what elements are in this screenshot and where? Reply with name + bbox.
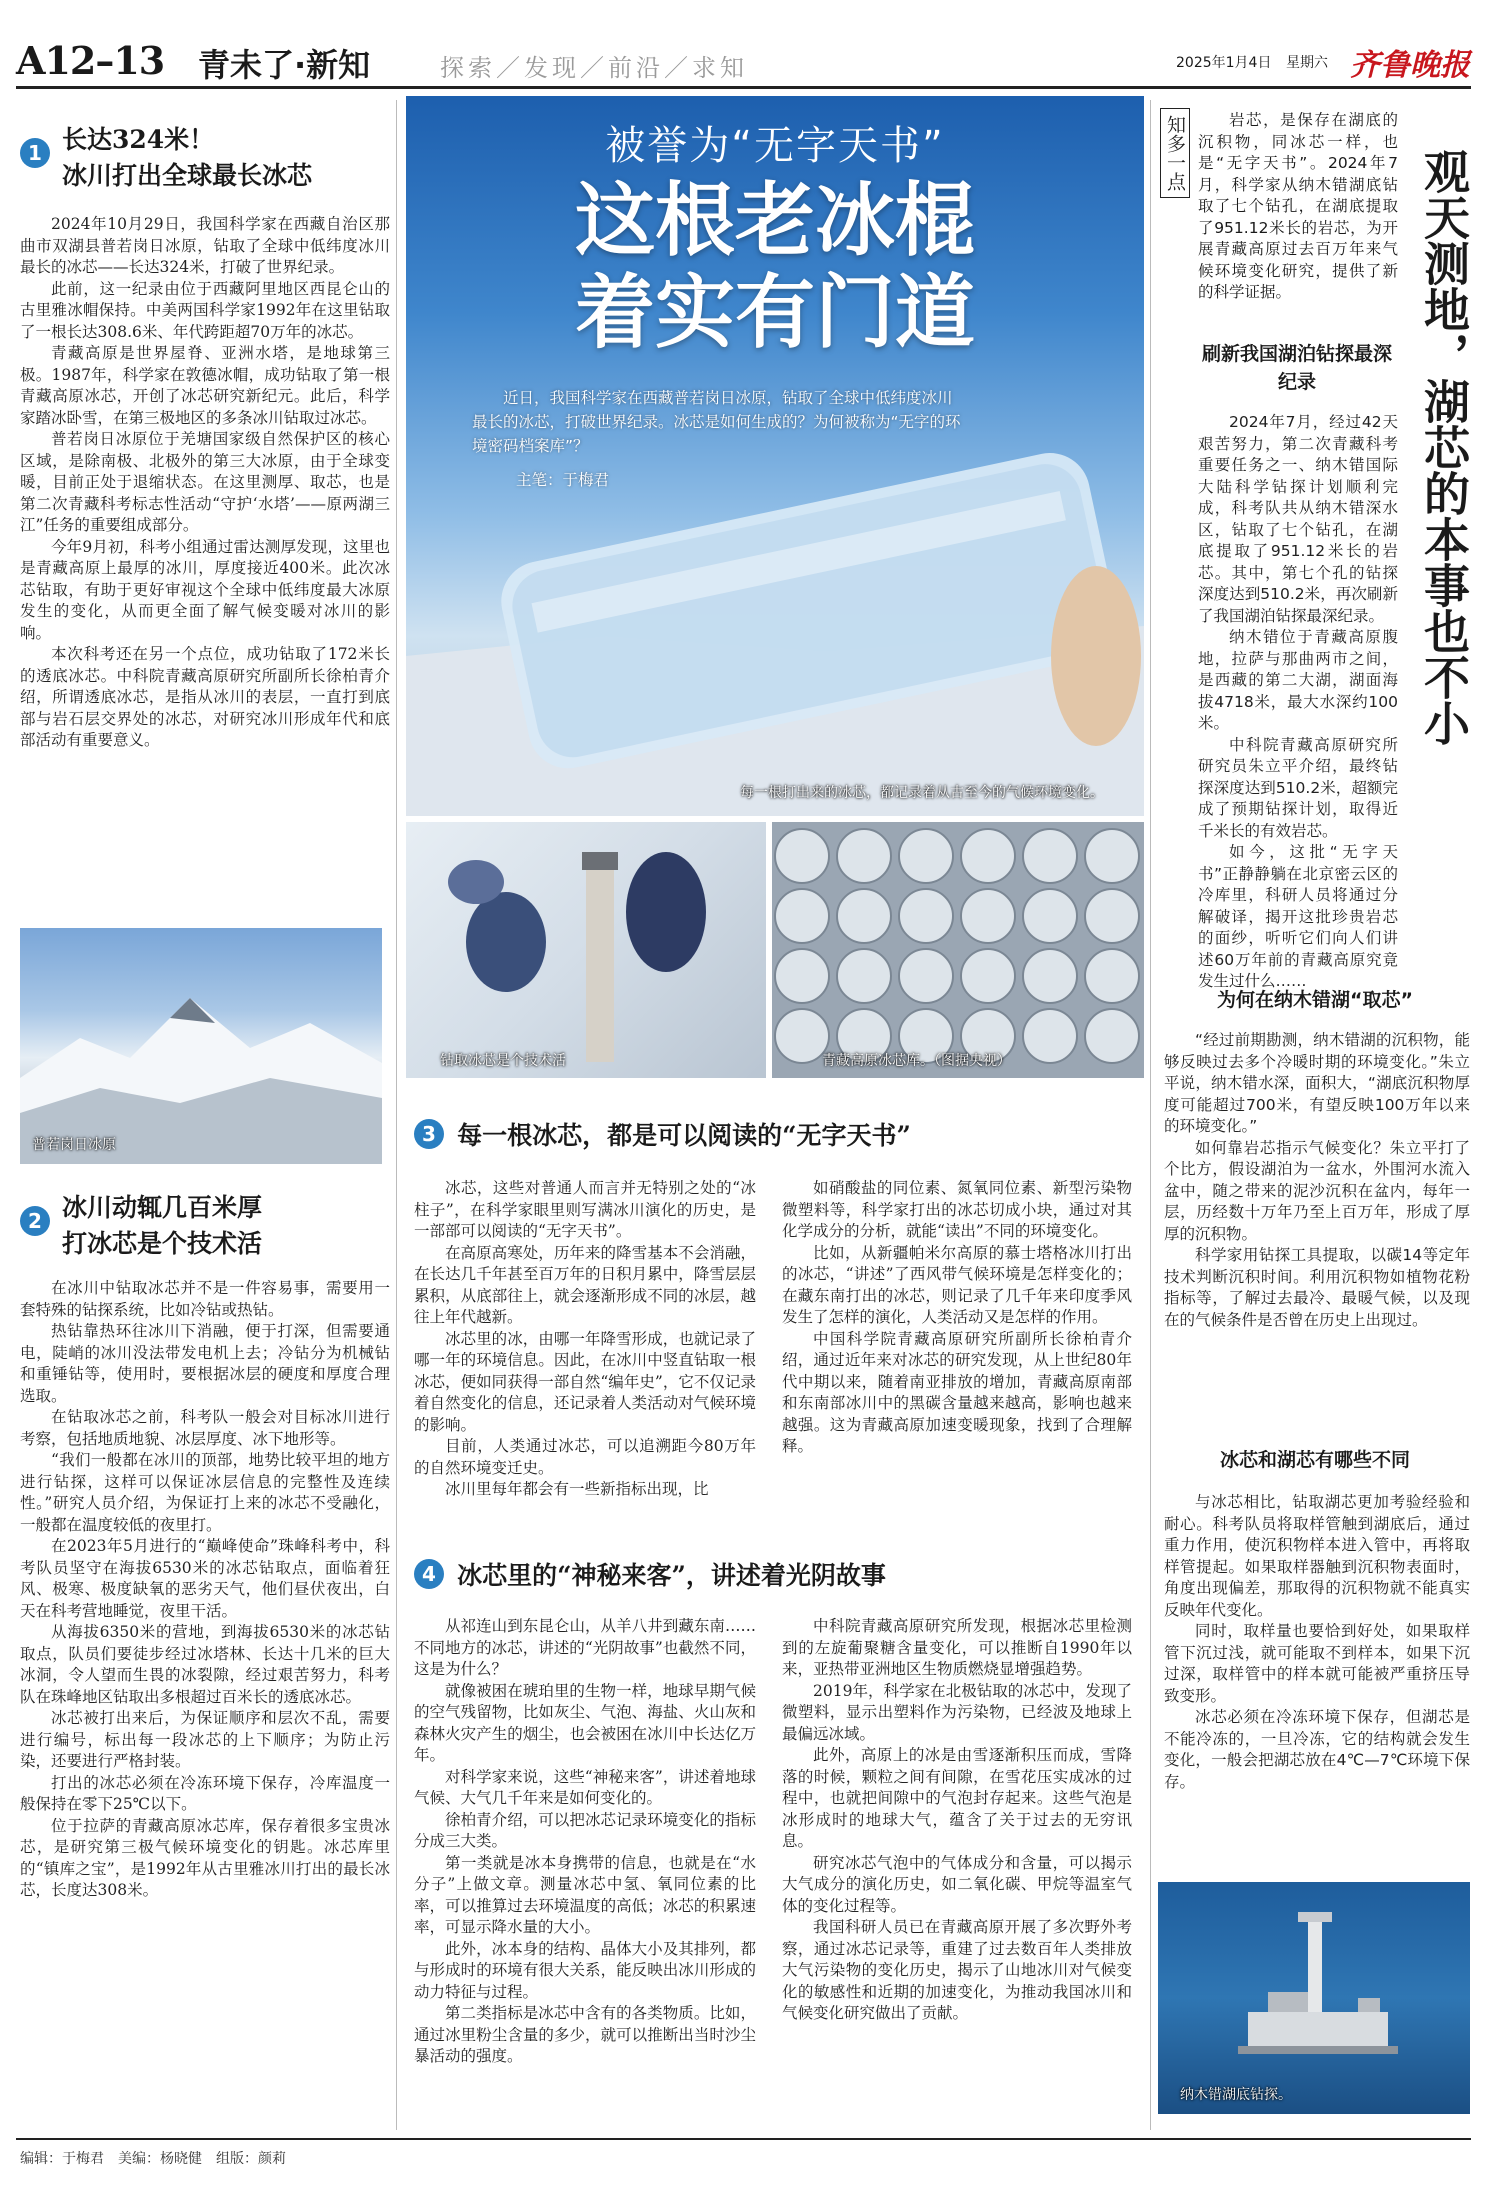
paragraph: “我们一般都在冰川的顶部，地势比较平坦的地方进行钻探，这样可以保证冰层信息的完整性及连续性。”研究人员介绍，为保证打上来的冰芯不受融化，一般都在温度较低的夜里打。 bbox=[20, 1451, 390, 1534]
paragraph: “经过前期勘测，纳木错湖的沉积物，能够反映过去多个冷暖时期的环境变化。”朱立平说，纳木错水深，面积大，“湖底沉积物厚度可能超过700米，有望反映100万年以来的环境变化。” bbox=[1164, 1031, 1470, 1135]
section-2-heading bbox=[20, 1190, 390, 1262]
paragraph: 打出的冰芯必须在冷冻环境下保存，冷库温度一般保持在零下25℃以下。 bbox=[20, 1773, 390, 1813]
footer-rule bbox=[16, 2138, 1471, 2140]
mountain-graphic bbox=[20, 928, 382, 1164]
paragraph: 在钻取冰芯之前，科考队一般会对目标冰川进行考察，包括地质地貌、冰层厚度、冰下地形等。 bbox=[20, 1408, 390, 1448]
paragraph: 今年9月初，科考小组通过雷达测厚发现，这里也是青藏高原上最厚的冰川，厚度接近400米。此次冰芯钻取，有助于更好审视这个全球中低纬度最大冰原发生的变化，从而更全面了解气候变暖对冰川的影响。 bbox=[20, 537, 390, 642]
section-3-title: 每一根冰芯，都是可以阅读的“无字天书” bbox=[457, 1121, 911, 1150]
section-2-title-line2: 打冰芯是个技术活 bbox=[62, 1229, 263, 1258]
paragraph: 在冰川中钻取冰芯并不是一件容易事，需要用一套特殊的钻探系统，比如冷钻或热钻。 bbox=[20, 1279, 390, 1319]
section-4-number: 4 bbox=[414, 1559, 444, 1589]
ice-core-end bbox=[899, 889, 953, 943]
hero-caption: 每一根打出来的冰芯，都记录着从古至今的气候环境变化。 bbox=[740, 785, 1104, 801]
section-2-title-line1: 冰川动辄几百米厚 bbox=[62, 1193, 263, 1222]
section-3-number: 3 bbox=[414, 1119, 444, 1149]
paragraph: 冰芯里的冰，由哪一年降雪形成，也就记录了哪一年的环境信息。因此，在冰川中竖直钻取一根冰芯，便如同获得一部自然“编年史”，它不仅记录着自然变化的信息，还记录着人类活动对气候环境的影响。 bbox=[414, 1329, 756, 1434]
ice-core-end bbox=[775, 829, 829, 883]
ice-core-end bbox=[837, 889, 891, 943]
photo-storage-caption: 青藏高原冰芯库。（图据央视） bbox=[822, 1053, 1011, 1069]
paragraph: 位于拉萨的青藏高原冰芯库，保存着很多宝贵冰芯，是研究第三极气候环境变化的钥匙。冰芯库里的“镇库之宝”，是1992年从古里雅冰川打出的最长冰芯，长度达308米。 bbox=[20, 1816, 390, 1899]
photo-namtso-caption: 纳木错湖底钻探。 bbox=[1180, 2087, 1292, 2103]
paragraph: 2019年，科学家在北极钻取的冰芯中，发现了微塑料，显示出塑料作为污染物，已经波及地球上最偏远冰域。 bbox=[782, 1681, 1132, 1743]
sidebar-section-1-body bbox=[1198, 412, 1398, 993]
section-1-body bbox=[20, 214, 390, 752]
section-4-title: 冰芯里的“神秘来客”，讲述着光阴故事 bbox=[457, 1561, 886, 1590]
sidebar-subhead-3: 冰芯和湖芯有哪些不同 bbox=[1219, 1449, 1410, 1471]
drilling-graphic bbox=[406, 822, 766, 1078]
sidebar-section-3-body bbox=[1164, 1492, 1470, 1793]
paragraph: 徐柏青介绍，可以把冰芯记录环境变化的指标分成三大类。 bbox=[414, 1810, 756, 1850]
paragraph: 第二类指标是冰芯中含有的各类物质。比如，通过冰里粉尘含量的多少，就可以推断出当时沙尘暴活动的强度。 bbox=[414, 2004, 756, 2065]
paragraph: 青藏高原是世界屋脊、亚洲水塔，是地球第三极。1987年，科学家在敦德冰帽，成功钻取了第一根青藏高原冰芯，开创了冰芯研究新纪元。此后，科学家踏冰卧雪，在第三极地区的多条冰川钻取过冰芯。 bbox=[20, 344, 390, 427]
section-4-column-2 bbox=[782, 1616, 1132, 2025]
ice-core-end bbox=[1023, 889, 1077, 943]
sidebar-intro: 岩芯，是保存在湖底的沉积物，同冰芯一样，也是“无字天书”。2024年7月，科学家从纳木错湖底钻取了七个钻孔，在湖底提取了951.12米长的岩芯，为开展青藏高原过去百万年来气候环境变化研究，提供了新的科学证据。 bbox=[1198, 111, 1398, 301]
newspaper-logo: 齐鲁晚报 bbox=[1350, 48, 1470, 83]
paragraph: 如何靠岩芯指示气候变化？朱立平打了个比方，假设湖泊为一盆水，外围河水流入盆中，随之带来的泥沙沉积在盆内，每年一层，历经数十万年乃至上百万年，形成了厚厚的沉积物。 bbox=[1164, 1138, 1470, 1243]
section-1-title-line1: 长达324米！ bbox=[62, 125, 215, 154]
photo-pruoganri-ice-field bbox=[20, 928, 382, 1164]
ice-core-end bbox=[1085, 829, 1139, 883]
sidebar-tag bbox=[1160, 108, 1190, 198]
ice-core-end bbox=[775, 949, 829, 1003]
sidebar-tag-text: 知多一点 bbox=[1164, 115, 1186, 191]
photo-pruoganri-caption: 普若岗日冰原 bbox=[32, 1137, 116, 1153]
paragraph: 同时，取样量也要恰到好处，如果取样管下沉过浅，就可能取不到样本，如果下沉过深，取样管中的样本就可能被严重挤压导致变形。 bbox=[1164, 1622, 1470, 1705]
section-tagline: 探索／发现／前沿／求知 bbox=[440, 54, 748, 82]
paragraph: 就像被困在琥珀里的生物一样，地球早期气候的空气残留物，比如灰尘、气泡、海盐、火山灰和森林火灾产生的烟尘，也会被困在冰川中长达亿万年。 bbox=[414, 1681, 756, 1764]
paragraph: 2024年7月，经过42天艰苦努力，第二次青藏科考重要任务之一、纳木错国际大陆科学钻探计划顺利完成，科考队共从纳木错深水区，钻取了七个钻孔，在湖底提取了951.12米长的岩芯。其中，第七个孔的钻探深度达到510.2米，再次刷新了我国湖泊钻探最深纪录。 bbox=[1198, 413, 1398, 625]
sidebar-subhead-2: 为何在纳木错湖“取芯” bbox=[1217, 989, 1413, 1011]
ice-core-end bbox=[1023, 1009, 1077, 1063]
column-divider-right bbox=[1150, 100, 1151, 2130]
section-4-heading bbox=[414, 1556, 1134, 1592]
paragraph: 中科院青藏高原研究所发现，根据冰芯里检测到的左旋葡聚糖含量变化，可以推断自1990年以来，亚热带亚洲地区生物质燃烧显增强趋势。 bbox=[782, 1617, 1132, 1678]
page-number: A12–13 bbox=[16, 38, 165, 83]
paragraph: 如硝酸盐的同位素、氮氧同位素、新型污染物微塑料等，科学家打出的冰芯切成小块，通过对其化学成分的分析，就能“读出”不同的环境变化。 bbox=[782, 1179, 1132, 1240]
ice-core-end bbox=[961, 949, 1015, 1003]
paragraph: 在高原高寒处，历年来的降雪基本不会消融，在长达几千年甚至百万年的日积月累中，降雪层层累积，从底部往上，就会逐渐形成不同的冰层，越往上年代越新。 bbox=[414, 1243, 756, 1326]
paragraph: 我国科研人员已在青藏高原开展了多次野外考察，通过冰芯记录等，重建了过去数百年人类排放大气污染物的变化历史，揭示了山地冰川对气候变化的敏感性和近期的加速变化，为推动我国冰川和气候变化研究做出了贡献。 bbox=[782, 1918, 1132, 2022]
column-divider-left bbox=[396, 100, 397, 2130]
paragraph: 热钻靠热环往冰川下消融，便于打深，但需要通电，陡峭的冰川没法带发电机上去；冷钻分为机械钻和重锤钻等，使用时，要根据冰层的硬度和厚度合理选取。 bbox=[20, 1322, 390, 1405]
hero-photo-ice-core bbox=[406, 96, 1144, 816]
section-1-heading bbox=[20, 122, 390, 194]
paragraph: 冰芯，这些对普通人而言并无特别之处的“冰柱子”，在科学家眼里则写满冰川演化的历史，是一部部可以阅读的“无字天书”。 bbox=[414, 1179, 756, 1240]
paragraph: 与冰芯相比，钻取湖芯更加考验经验和耐心。科考队员将取样管触到湖底后，通过重力作用，使沉积物样本进入管中，再将取样管提起。如果取样器触到沉积物表面时，角度出现偏差，那取得的沉积物就不能真实反映年代变化。 bbox=[1164, 1493, 1470, 1619]
paragraph: 目前，人类通过冰芯，可以追溯距今80万年的自然环境变迁史。 bbox=[414, 1437, 756, 1477]
section-name: 青未了·新知 bbox=[198, 46, 371, 84]
paragraph: 如今，这批“无字天书”正静静躺在北京密云区的冷库里，科研人员将通过分解破译，揭开这批珍贵岩芯的面纱，听听它们向人们讲述60万年前的青藏高原究竟发生过什么…… bbox=[1198, 843, 1398, 990]
ice-core-end bbox=[837, 949, 891, 1003]
issue-weekday: 星期六 bbox=[1286, 55, 1328, 71]
photo-namtso-drilling bbox=[1158, 1882, 1470, 2114]
section-4-column-1 bbox=[414, 1616, 756, 2068]
paragraph: 中科院青藏高原研究所研究员朱立平介绍，最终钻探深度达到510.2米，超额完成了预期钻探计划，取得近千米长的有效岩芯。 bbox=[1198, 735, 1398, 840]
hero-headline-line1: 这根老冰棍 bbox=[575, 173, 975, 267]
section-1 bbox=[20, 122, 390, 752]
footer-credits: 编辑：于梅君 美编：杨晓健 组版：颜莉 bbox=[20, 2151, 286, 2167]
hero-intro: 近日，我国科学家在西藏普若岗日冰原，钻取了全球中低纬度冰川最长的冰芯，打破世界纪录。冰芯是如何生成的？为何被称为“无字的环境密码档案库”？ bbox=[472, 389, 961, 455]
ice-core-end bbox=[961, 889, 1015, 943]
issue-date: 2025年1月4日 bbox=[1176, 55, 1272, 71]
photo-drilling-caption: 钻取冰芯是个技术活 bbox=[440, 1053, 566, 1069]
paragraph: 冰川里每年都会有一些新指标出现，比 bbox=[445, 1480, 709, 1498]
hero-byline: 主笔：于梅君 bbox=[516, 471, 610, 489]
paragraph: 对科学家来说，这些“神秘来客”，讲述着地球气候、大气几千年来是如何变化的。 bbox=[414, 1767, 756, 1807]
paragraph: 冰芯必须在冷冻环境下保存，但湖芯是不能冷冻的，一旦冷冻，它的结构就会发生变化，一般会把湖芯放在4℃—7℃环境下保存。 bbox=[1164, 1708, 1470, 1791]
paragraph: 普若岗日冰原位于羌塘国家级自然保护区的核心区域，是除南极、北极外的第三大冰原，由于全球变暖，目前正处于退缩状态。在这里测厚、取芯，也是第二次青藏科考标志性活动“守护‘水塔’——原两湖三江”任务的重要组成部分。 bbox=[20, 430, 390, 534]
paragraph: 冰芯被打出来后，为保证顺序和层次不乱，需要进行编号，标出每一段冰芯的上下顺序；为防止污染，还要进行严格封装。 bbox=[20, 1709, 390, 1770]
ice-core-end bbox=[837, 829, 891, 883]
ice-core-end bbox=[1085, 1009, 1139, 1063]
ice-core-end bbox=[1085, 889, 1139, 943]
storage-graphic bbox=[772, 822, 1144, 1078]
paragraph: 第一类就是冰本身携带的信息，也就是在“水分子”上做文章。测量冰芯中氢、氧同位素的比率，可以推算过去环境温度的高低；冰芯的积累速率，可显示降水量的大小。 bbox=[414, 1853, 756, 1936]
hero-kicker: 被誉为“无字天书” bbox=[605, 123, 945, 169]
drilling-platform-graphic bbox=[1158, 1882, 1470, 2114]
paragraph: 此前，这一纪录由位于西藏阿里地区西昆仑山的古里雅冰帽保持。中美两国科学家1992年在这里钻取了一根长达308.6米、年代跨距超70万年的冰芯。 bbox=[20, 279, 390, 341]
section-3-column-2 bbox=[782, 1178, 1132, 1458]
paragraph: 从祁连山到东昆仑山，从羊八井到藏东南……不同地方的冰芯，讲述的“光阴故事”也截然不同，这是为什么？ bbox=[414, 1617, 756, 1678]
header-rule bbox=[16, 86, 1471, 89]
ice-core-end bbox=[899, 949, 953, 1003]
hero-headline-line2: 着实有门道 bbox=[575, 265, 975, 359]
section-1-title-line2: 冰川打出全球最长冰芯 bbox=[62, 161, 313, 190]
paragraph: 此外，高原上的冰是由雪逐渐积压而成，雪降落的时候，颗粒之间有间隙，在雪花压实成冰的过程中，也就把间隙中的气泡封存起来。这些气泡是冰形成时的地球大气，蕴含了关于过去的无穷讯息。 bbox=[782, 1746, 1132, 1850]
paragraph: 研究冰芯气泡中的气体成分和含量，可以揭示大气成分的演化历史，如二氧化碳、甲烷等温室气体的变化过程等。 bbox=[782, 1853, 1132, 1915]
ice-core-end bbox=[899, 829, 953, 883]
section-2 bbox=[20, 1190, 390, 1902]
paragraph: 2024年10月29日，我国科学家在西藏自治区那曲市双湖县普若岗日冰原，钻取了全球中低纬度冰川最长的冰芯——长达324米，打破了世界纪录。 bbox=[20, 215, 390, 276]
photo-ice-core-storage bbox=[772, 822, 1144, 1078]
ice-core-end bbox=[1023, 829, 1077, 883]
paragraph: 此外，冰本身的结构、晶体大小及其排列，都与形成时的环境有很大关系，能反映出冰川形成的动力特征与过程。 bbox=[414, 1939, 756, 2001]
paragraph: 科学家用钻探工具提取，以碳14等定年技术判断沉积时间。利用沉积物如植物花粉指标等，了解过去最冷、最暖气候，以及现在的气候条件是否曾在历史上出现过。 bbox=[1164, 1246, 1470, 1329]
section-3-column-1 bbox=[414, 1178, 756, 1501]
paragraph: 纳木错位于青藏高原腹地，拉萨与那曲两市之间，是西藏的第二大湖，湖面海拔4718米，最大水深约100米。 bbox=[1198, 628, 1398, 732]
ice-core-end bbox=[1085, 949, 1139, 1003]
ice-core-end bbox=[775, 889, 829, 943]
section-3-heading bbox=[414, 1116, 1134, 1152]
section-1-number: 1 bbox=[20, 138, 50, 168]
photo-drilling bbox=[406, 822, 766, 1078]
paragraph: 本次科考还在另一个点位，成功钻取了172米长的透底冰芯。中科院青藏高原研究所副所长徐柏青介绍，所谓透底冰芯，是指从冰川的表层，一直打到底部与岩石层交界处的冰芯，对研究冰川形成年代和底部活动有重要意义。 bbox=[20, 645, 390, 749]
ice-core-end bbox=[1023, 949, 1077, 1003]
paragraph: 比如，从新疆帕米尔高原的慕士塔格冰川打出的冰芯，“讲述”了西风带气候环境是怎样变化的；在藏东南打出的冰芯，则记录了几千年来印度季风发生了怎样的演化，人类活动又是怎样的作用。 bbox=[782, 1243, 1132, 1326]
sidebar-subhead-1: 刷新我国湖泊钻探最深纪录 bbox=[1202, 343, 1393, 393]
paragraph: 中国科学院青藏高原研究所副所长徐柏青介绍，通过近年来对冰芯的研究发现，从上世纪80年代中期以来，随着南亚排放的增加，青藏高原南部和东南部冰川中的黑碳含量越来越高，影响也越来越强。这为青藏高原加速变暖现象，找到了合理解释。 bbox=[782, 1329, 1132, 1455]
ice-core-end bbox=[775, 1009, 829, 1063]
section-2-number: 2 bbox=[20, 1206, 50, 1236]
paragraph: 在2023年5月进行的“巅峰使命”珠峰科考中，科考队员坚守在海拔6530米的冰芯钻取点，面临着狂风、极寒、极度缺氧的恶劣天气，他们昼伏夜出，白天在科考营地睡觉，夜里干活。 bbox=[20, 1537, 390, 1620]
ice-core-end bbox=[961, 829, 1015, 883]
section-2-body bbox=[20, 1278, 390, 1902]
paragraph: 从海拔6350米的营地，到海拔6530米的冰芯钻取点，队员们要徒步经过冰塔林、长达十几米的巨大冰洞，令人望而生畏的冰裂隙，经过艰苦努力，科考队在珠峰地区钻取出多根超过百米长的透底冰芯。 bbox=[20, 1623, 390, 1706]
sidebar-big-title: 观天测地，湖芯的本事也不小 bbox=[1417, 148, 1471, 746]
sidebar-section-2-body bbox=[1164, 1030, 1470, 1331]
